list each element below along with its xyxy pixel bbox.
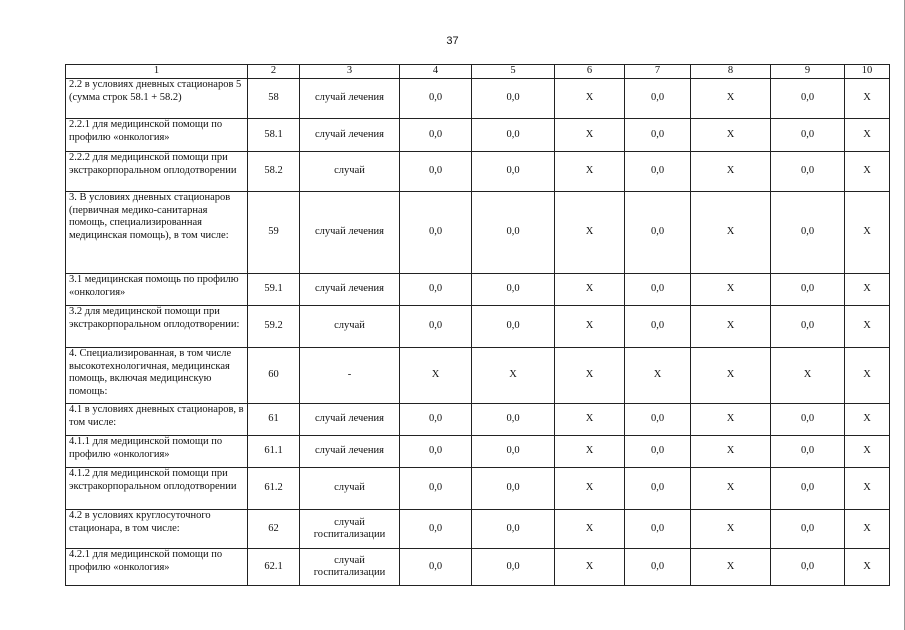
cell-value: Х <box>691 192 771 274</box>
cell-value: 0,0 <box>625 306 691 348</box>
cell-value: 0,0 <box>472 79 555 119</box>
row-description: 3. В условиях дневных стационаров (первичная медико-санитарная помощь, специализированная медицинская помощь), в том числе: <box>66 192 248 274</box>
cell-unit: случай госпитализации <box>300 510 400 549</box>
cell-value: Х <box>555 152 625 192</box>
row-description: 3.1 медицинская помощь по профилю «онкология» <box>66 274 248 306</box>
cell-value: 0,0 <box>400 468 472 510</box>
cell-value: Х <box>691 468 771 510</box>
cell-value: 0,0 <box>472 404 555 436</box>
cell-value: 0,0 <box>625 436 691 468</box>
table-row <box>66 549 890 586</box>
cell-value: Х <box>845 274 890 306</box>
row-description: 4. Специализированная, в том числе высокотехнологичная, медицинская помощь, включая медицинскую помощь: <box>66 348 248 404</box>
row-description: 2.2.2 для медицинской помощи при экстракорпоральном оплодотворении <box>66 152 248 192</box>
cell-value: Х <box>845 79 890 119</box>
cell-unit: случай <box>300 152 400 192</box>
column-header: 1 <box>66 65 248 79</box>
cell-value: Х <box>691 348 771 404</box>
cell-value: Х <box>845 348 890 404</box>
cell-value: Х <box>691 306 771 348</box>
cell-code: 61 <box>248 404 300 436</box>
cell-code: 59.2 <box>248 306 300 348</box>
cell-unit: случай лечения <box>300 404 400 436</box>
column-header: 5 <box>472 65 555 79</box>
cell-value: 0,0 <box>771 510 845 549</box>
cell-value: Х <box>771 348 845 404</box>
cell-value: 0,0 <box>771 274 845 306</box>
cell-code: 62 <box>248 510 300 549</box>
cell-code: 58.2 <box>248 152 300 192</box>
cell-value: 0,0 <box>625 152 691 192</box>
cell-value: 0,0 <box>400 510 472 549</box>
cell-value: Х <box>845 306 890 348</box>
cell-value: Х <box>555 404 625 436</box>
table-row <box>66 306 890 348</box>
cell-value: 0,0 <box>625 192 691 274</box>
column-header: 6 <box>555 65 625 79</box>
cell-value: 0,0 <box>625 79 691 119</box>
cell-value: 0,0 <box>625 119 691 152</box>
cell-unit: случай лечения <box>300 79 400 119</box>
cell-value: 0,0 <box>771 404 845 436</box>
table-row <box>66 152 890 192</box>
table-row <box>66 79 890 119</box>
cell-value: 0,0 <box>472 549 555 586</box>
column-header: 4 <box>400 65 472 79</box>
cell-value: 0,0 <box>400 436 472 468</box>
column-header: 8 <box>691 65 771 79</box>
table-row <box>66 192 890 274</box>
cell-unit: случай лечения <box>300 436 400 468</box>
cell-value: Х <box>845 436 890 468</box>
cell-value: 0,0 <box>771 306 845 348</box>
cell-value: Х <box>845 549 890 586</box>
header-row <box>66 65 890 79</box>
column-header: 7 <box>625 65 691 79</box>
cell-unit: случай <box>300 468 400 510</box>
column-header: 2 <box>248 65 300 79</box>
cell-value: 0,0 <box>771 192 845 274</box>
cell-value: Х <box>845 192 890 274</box>
table-row <box>66 436 890 468</box>
row-description: 4.1.1 для медицинской помощи по профилю «онкология» <box>66 436 248 468</box>
cell-value: Х <box>555 119 625 152</box>
cell-code: 58 <box>248 79 300 119</box>
cell-value: Х <box>555 192 625 274</box>
cell-value: Х <box>472 348 555 404</box>
cell-value: Х <box>691 404 771 436</box>
cell-value: 0,0 <box>472 468 555 510</box>
cell-unit: - <box>300 348 400 404</box>
data-table <box>65 64 890 586</box>
cell-unit: случай лечения <box>300 119 400 152</box>
cell-value: Х <box>691 274 771 306</box>
cell-value: Х <box>845 404 890 436</box>
cell-value: Х <box>555 79 625 119</box>
cell-value: 0,0 <box>771 79 845 119</box>
cell-code: 61.1 <box>248 436 300 468</box>
cell-value: 0,0 <box>472 119 555 152</box>
row-description: 2.2 в условиях дневных стационаров 5 (сумма строк 58.1 + 58.2) <box>66 79 248 119</box>
cell-value: 0,0 <box>625 468 691 510</box>
row-description: 2.2.1 для медицинской помощи по профилю «онкология» <box>66 119 248 152</box>
cell-unit: случай лечения <box>300 192 400 274</box>
cell-value: Х <box>691 549 771 586</box>
column-header: 3 <box>300 65 400 79</box>
cell-value: 0,0 <box>472 152 555 192</box>
cell-value: 0,0 <box>472 274 555 306</box>
cell-value: 0,0 <box>472 436 555 468</box>
cell-value: 0,0 <box>472 306 555 348</box>
cell-value: 0,0 <box>771 119 845 152</box>
cell-value: Х <box>691 436 771 468</box>
cell-value: 0,0 <box>625 404 691 436</box>
cell-value: 0,0 <box>400 306 472 348</box>
cell-value: Х <box>845 468 890 510</box>
cell-value: Х <box>845 510 890 549</box>
cell-code: 60 <box>248 348 300 404</box>
cell-value: Х <box>691 119 771 152</box>
table-row <box>66 468 890 510</box>
cell-value: 0,0 <box>625 510 691 549</box>
cell-value: Х <box>555 274 625 306</box>
cell-value: 0,0 <box>771 436 845 468</box>
row-description: 3.2 для медицинской помощи при экстракорпоральном оплодотворении: <box>66 306 248 348</box>
row-description: 4.1 в условиях дневных стационаров, в том числе: <box>66 404 248 436</box>
cell-value: Х <box>691 152 771 192</box>
cell-unit: случай лечения <box>300 274 400 306</box>
cell-unit: случай <box>300 306 400 348</box>
cell-code: 62.1 <box>248 549 300 586</box>
cell-value: 0,0 <box>400 274 472 306</box>
cell-value: 0,0 <box>771 468 845 510</box>
cell-value: 0,0 <box>400 152 472 192</box>
cell-value: Х <box>691 79 771 119</box>
row-description: 4.1.2 для медицинской помощи при экстракорпоральном оплодотворении <box>66 468 248 510</box>
cell-code: 58.1 <box>248 119 300 152</box>
cell-value: Х <box>625 348 691 404</box>
cell-value: 0,0 <box>472 192 555 274</box>
cell-value: Х <box>555 348 625 404</box>
table-row <box>66 119 890 152</box>
table-row <box>66 274 890 306</box>
cell-value: Х <box>555 549 625 586</box>
cell-value: 0,0 <box>400 79 472 119</box>
cell-code: 59 <box>248 192 300 274</box>
cell-value: Х <box>691 510 771 549</box>
cell-value: 0,0 <box>625 549 691 586</box>
cell-value: 0,0 <box>771 152 845 192</box>
table-row <box>66 404 890 436</box>
cell-value: Х <box>555 510 625 549</box>
cell-value: Х <box>555 306 625 348</box>
column-header: 10 <box>845 65 890 79</box>
table-row <box>66 510 890 549</box>
cell-value: Х <box>555 436 625 468</box>
cell-value: 0,0 <box>400 549 472 586</box>
table-row <box>66 348 890 404</box>
cell-value: 0,0 <box>400 192 472 274</box>
cell-unit: случай госпитализации <box>300 549 400 586</box>
column-header: 9 <box>771 65 845 79</box>
cell-value: 0,0 <box>400 404 472 436</box>
cell-value: Х <box>845 119 890 152</box>
row-description: 4.2 в условиях круглосуточного стационара, в том числе: <box>66 510 248 549</box>
page-number: 37 <box>446 35 459 47</box>
cell-value: 0,0 <box>771 549 845 586</box>
cell-value: 0,0 <box>472 510 555 549</box>
row-description: 4.2.1 для медицинской помощи по профилю «онкология» <box>66 549 248 586</box>
cell-value: 0,0 <box>625 274 691 306</box>
cell-value: Х <box>845 152 890 192</box>
cell-value: Х <box>555 468 625 510</box>
cell-value: Х <box>400 348 472 404</box>
cell-code: 59.1 <box>248 274 300 306</box>
cell-code: 61.2 <box>248 468 300 510</box>
cell-value: 0,0 <box>400 119 472 152</box>
